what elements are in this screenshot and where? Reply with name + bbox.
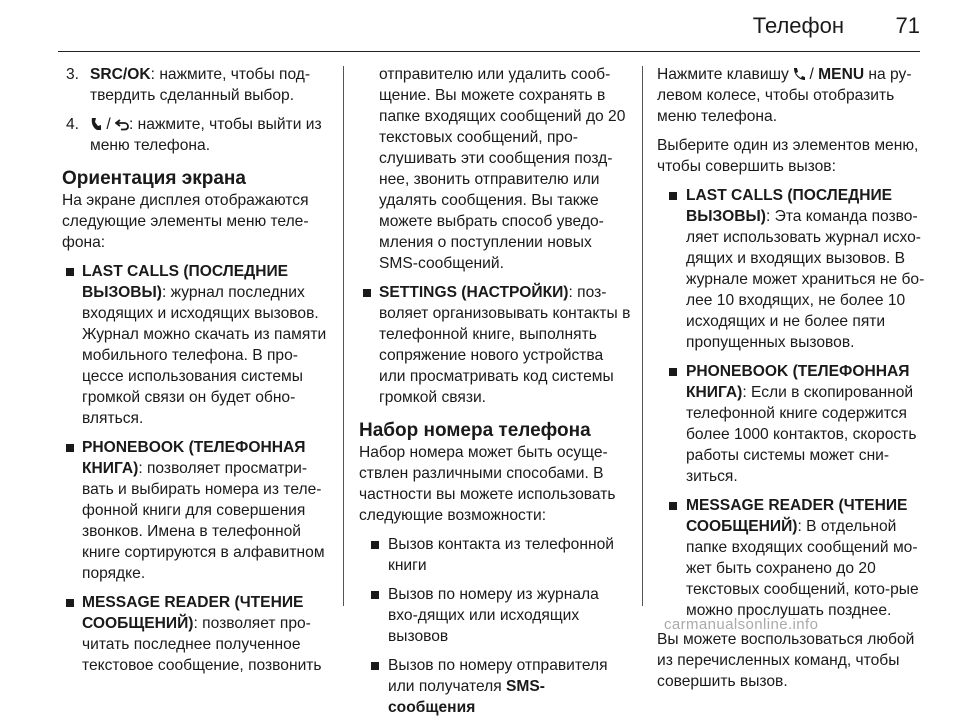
- phone-handset-icon: [793, 67, 805, 81]
- bullet-square: [669, 192, 677, 200]
- step-3: [62, 64, 328, 106]
- step-text: : нажмите, чтобы под-твердить сделанный выбор.: [90, 66, 311, 104]
- step-key: SRC/OK: [90, 66, 151, 83]
- item-text: : Эта команда позво-ляет использовать журнал исхо-дящих и входящих вызовов. В журнале может храниться не бо-лее 10 входящих, не более 10 исходящих и не более пяти пропущенных вызовов.: [686, 208, 925, 351]
- list-item: [359, 655, 631, 718]
- paragraph: [657, 64, 927, 127]
- page-header: [0, 0, 960, 50]
- item-bold: SMS-сообщения: [388, 678, 545, 716]
- list-item: [657, 495, 927, 621]
- column-3: [657, 64, 927, 700]
- bullet-square: [66, 599, 74, 607]
- item-label: LAST CALLS (ПОСЛЕДНИЕ ВЫЗОВЫ): [686, 187, 893, 225]
- list-item: [657, 361, 927, 487]
- column-1: [62, 64, 328, 684]
- bullet-square: [363, 289, 371, 297]
- list-item: [62, 261, 328, 429]
- text: Нажмите клавишу: [657, 66, 794, 83]
- item-text: : поз-воляет организовывать контакты в телефонной книге, выполнять сопряжение нового устройства или просматривать код системы громкой связи.: [379, 284, 631, 406]
- text: на ру-левом колесе, чтобы отобразить меню телефона.: [657, 66, 912, 125]
- page-title: Телефон: [752, 13, 844, 38]
- item-label: SETTINGS (НАСТРОЙКИ): [379, 284, 569, 301]
- column-2: [359, 64, 631, 726]
- bullet-square: [669, 502, 677, 510]
- step-text: : нажмите, чтобы выйти из меню телефона.: [90, 116, 322, 154]
- item-text: : В отдельной папке входящих сообщений мо-жет быть сохранено до 20 текстовых сообщений, кото-рые можно прослушать позднее.: [686, 518, 919, 619]
- bullet-square: [66, 444, 74, 452]
- item-text: : позволяет про-читать последнее полученное текстовое сообщение, позвонить: [82, 615, 322, 674]
- list-item: [359, 282, 631, 408]
- item-label: PHONEBOOK (ТЕЛЕФОННАЯ КНИГА): [82, 439, 306, 477]
- paragraph: На экране дисплея отображаются следующие элементы меню теле-фона:: [62, 192, 309, 251]
- bullet-square: [371, 591, 379, 599]
- step-4: [62, 114, 328, 156]
- item-label: PHONEBOOK (ТЕЛЕФОННАЯ КНИГА): [686, 363, 910, 401]
- bullet-square: [669, 368, 677, 376]
- list-item: [62, 437, 328, 584]
- header-divider: [58, 51, 920, 52]
- bullet-square: [66, 268, 74, 276]
- paragraph: Вы можете воспользоваться любой из перечисленных команд, чтобы совершить вызов.: [657, 631, 915, 690]
- section-title-orientation: Ориентация экрана: [62, 168, 246, 189]
- list-item: [359, 534, 631, 576]
- item-text: : позволяет просматри-вать и выбирать номера из теле-фонной книги для совершения звонков. Имена в телефонной книге сортируются в алфавитном порядке.: [82, 460, 325, 582]
- watermark: carmanualsonline.info: [664, 616, 819, 633]
- step-number: 4.: [66, 116, 80, 133]
- column-divider-1: [343, 66, 344, 606]
- icon-separator: /: [805, 66, 819, 83]
- item-text: Вызов контакта из телефонной книги: [388, 536, 614, 574]
- key-label: MENU: [818, 66, 865, 83]
- paragraph: Набор номера может быть осуще-ствлен различными способами. В частности вы можете использовать следующие возможности:: [359, 444, 616, 524]
- list-item: [359, 584, 631, 647]
- back-arrow-icon: [115, 117, 129, 131]
- bullet-square: [371, 662, 379, 670]
- item-label: MESSAGE READER (ЧТЕНИЕ СООБЩЕНИЙ): [82, 594, 304, 632]
- paragraph: отправителю или удалить сооб-щение. Вы можете сохранять в папке входящих сообщений до 20 текстовых сообщений, про-слушивать эти сообщения позд-нее, звонить отправителю или удалять сообщения. Вы также можете выбрать способ уведо-мления о поступлении новых SMS-сообщений.: [379, 66, 626, 272]
- item-text: Вызов по номеру из журнала вхо-дящих или исходящих вызовов: [388, 586, 599, 645]
- bullet-square: [371, 541, 379, 549]
- item-label: LAST CALLS (ПОСЛЕДНИЕ ВЫЗОВЫ): [82, 263, 289, 301]
- step-number: 3.: [66, 66, 80, 83]
- column-divider-2: [642, 66, 643, 606]
- item-text: : Если в скопированной телефонной книге содержится более 1000 контактов, скорость работы системы может сни-зиться.: [686, 384, 917, 485]
- icon-separator: /: [102, 116, 115, 133]
- item-text: Вызов по номеру отправителя или получателя: [388, 657, 608, 695]
- item-text: : журнал последних входящих и исходящих вызовов. Журнал можно скачать из памяти мобильного телефона. В про-цессе использования системы громкой связи он будет обно-вляться.: [82, 284, 327, 427]
- phone-end-icon: [90, 117, 102, 131]
- paragraph: Выберите один из элементов меню, чтобы совершить вызов:: [657, 137, 919, 175]
- section-title-dialing: Набор номера телефона: [359, 420, 591, 441]
- page-number: 71: [895, 13, 920, 38]
- list-item: [657, 185, 927, 353]
- item-label: MESSAGE READER (ЧТЕНИЕ СООБЩЕНИЙ): [686, 497, 908, 535]
- list-item: [62, 592, 328, 676]
